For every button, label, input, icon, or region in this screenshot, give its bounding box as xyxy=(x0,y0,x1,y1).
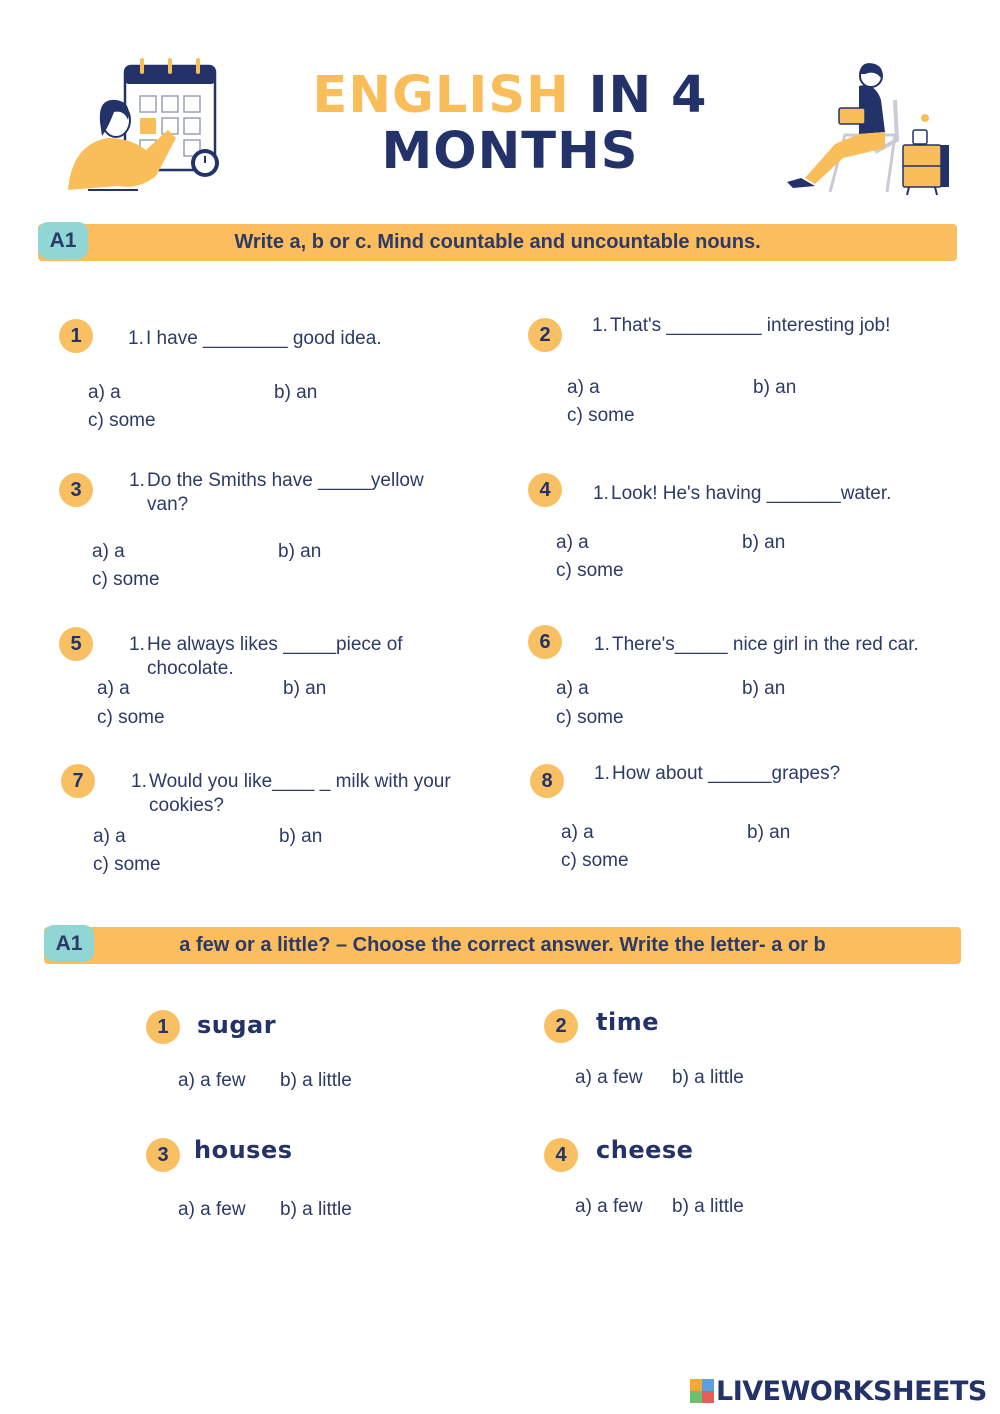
question-body: That's _________ interesting job! xyxy=(610,315,891,336)
liveworksheets-logo[interactable] xyxy=(690,1376,987,1406)
option-b[interactable]: b) a little xyxy=(672,1196,744,1217)
option-b[interactable]: b) a little xyxy=(280,1199,352,1220)
question-number: 7 xyxy=(61,764,95,798)
option-a[interactable]: a) a few xyxy=(178,1070,246,1091)
item-number: 4 xyxy=(544,1138,578,1172)
item-word: cheese xyxy=(596,1136,694,1164)
title-rest: IN 4 xyxy=(569,66,708,125)
question-prefix: 1. xyxy=(594,763,610,784)
option-a[interactable]: a) a xyxy=(92,541,125,562)
question-number: 5 xyxy=(59,627,93,661)
reading-man-illustration xyxy=(775,60,955,200)
item-number: 1 xyxy=(146,1010,180,1044)
item-number: 3 xyxy=(146,1138,180,1172)
question-text xyxy=(129,633,449,681)
option-b[interactable]: b) an xyxy=(753,377,797,398)
title-accent: ENGLISH xyxy=(312,66,570,125)
item-word: time xyxy=(596,1008,659,1036)
question-body: How about ______grapes? xyxy=(612,763,841,784)
question-prefix: 1. xyxy=(594,634,610,655)
question-body: There's_____ nice girl in the red car. xyxy=(612,634,919,655)
question-text xyxy=(593,482,933,506)
section1-instruction: Write a, b or c. Mind countable and uncountable nouns. xyxy=(234,231,761,253)
question-body: Look! He's having _______water. xyxy=(611,483,892,504)
option-b[interactable]: b) a little xyxy=(280,1070,352,1091)
title-line2: MONTHS xyxy=(381,122,639,181)
logo-mark-icon xyxy=(690,1379,714,1403)
question-body: He always likes _____piece of chocolate. xyxy=(147,634,403,679)
option-c[interactable]: c) some xyxy=(567,405,635,426)
option-a[interactable]: a) a xyxy=(88,382,121,403)
question-body: Do the Smiths have _____yellow van? xyxy=(147,470,424,515)
section2-banner xyxy=(44,927,961,964)
question-body: I have ________ good idea. xyxy=(146,328,382,349)
question-number: 2 xyxy=(528,318,562,352)
option-c[interactable]: c) some xyxy=(92,569,160,590)
option-a[interactable]: a) a xyxy=(556,532,589,553)
section2-instruction: a few or a little? – Choose the correct answer. Write the letter- a or b xyxy=(179,934,826,956)
question-prefix: 1. xyxy=(592,315,608,336)
option-a[interactable]: a) a xyxy=(93,826,126,847)
question-text xyxy=(128,327,468,351)
option-a[interactable]: a) a few xyxy=(178,1199,246,1220)
question-number: 4 xyxy=(528,473,562,507)
option-a[interactable]: a) a xyxy=(561,822,594,843)
option-b[interactable]: b) a little xyxy=(672,1067,744,1088)
question-text xyxy=(129,469,469,517)
section1-banner xyxy=(38,224,957,261)
question-prefix: 1. xyxy=(128,328,144,349)
question-text xyxy=(594,633,924,657)
question-prefix: 1. xyxy=(593,483,609,504)
logo-text: LIVEWORKSHEETS xyxy=(716,1375,987,1407)
question-number: 1 xyxy=(59,319,93,353)
item-number: 2 xyxy=(544,1009,578,1043)
section2-level-tag: A1 xyxy=(44,925,94,962)
question-prefix: 1. xyxy=(131,771,147,792)
page-title xyxy=(300,68,720,180)
option-c[interactable]: c) some xyxy=(93,854,161,875)
question-number: 6 xyxy=(528,625,562,659)
option-b[interactable]: b) an xyxy=(279,826,323,847)
option-a[interactable]: a) a few xyxy=(575,1196,643,1217)
question-prefix: 1. xyxy=(129,634,145,655)
question-number: 8 xyxy=(530,764,564,798)
option-a[interactable]: a) a few xyxy=(575,1067,643,1088)
option-c[interactable]: c) some xyxy=(97,707,165,728)
question-body: Would you like____ _ milk with your cookies? xyxy=(149,771,451,816)
option-c[interactable]: c) some xyxy=(561,850,629,871)
option-c[interactable]: c) some xyxy=(556,707,624,728)
option-a[interactable]: a) a xyxy=(97,678,130,699)
question-number: 3 xyxy=(59,473,93,507)
option-c[interactable]: c) some xyxy=(556,560,624,581)
calendar-woman-illustration xyxy=(58,58,228,203)
item-word: sugar xyxy=(197,1011,277,1039)
question-text xyxy=(594,762,924,786)
option-b[interactable]: b) an xyxy=(283,678,327,699)
option-a[interactable]: a) a xyxy=(556,678,589,699)
option-c[interactable]: c) some xyxy=(88,410,156,431)
option-b[interactable]: b) an xyxy=(278,541,322,562)
option-b[interactable]: b) an xyxy=(742,678,786,699)
question-text xyxy=(592,314,932,338)
item-word: houses xyxy=(194,1136,293,1164)
question-prefix: 1. xyxy=(129,470,145,491)
option-b[interactable]: b) an xyxy=(742,532,786,553)
option-b[interactable]: b) an xyxy=(274,382,318,403)
option-b[interactable]: b) an xyxy=(747,822,791,843)
option-a[interactable]: a) a xyxy=(567,377,600,398)
section1-level-tag: A1 xyxy=(38,222,88,259)
question-text xyxy=(131,770,491,818)
